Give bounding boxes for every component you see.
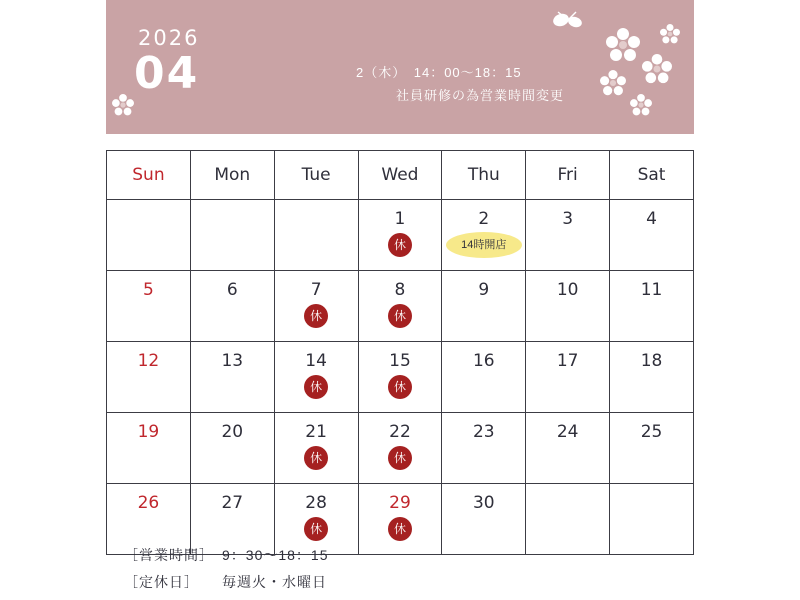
- day-number: 18: [640, 351, 663, 371]
- day-number: 1: [394, 209, 406, 229]
- header-note-line1: 2（木） 14：00〜18：15: [356, 65, 522, 80]
- calendar-day-cell[interactable]: [526, 413, 610, 484]
- calendar-empty-cell: [107, 200, 191, 271]
- calendar-day-cell[interactable]: [190, 413, 274, 484]
- calendar-day-cell[interactable]: [442, 342, 526, 413]
- butterfly-icon: [550, 10, 590, 41]
- calendar-day-cell[interactable]: [526, 271, 610, 342]
- flower-icon: [112, 94, 134, 121]
- weekday-header-wed: Wed: [358, 151, 442, 200]
- calendar-day-cell[interactable]: [107, 342, 191, 413]
- calendar-week-row: [107, 200, 694, 271]
- day-number: 23: [472, 422, 495, 442]
- day-number: 5: [143, 280, 154, 300]
- calendar-day-cell[interactable]: [107, 484, 191, 555]
- calendar-table: [106, 150, 694, 555]
- calendar-week-row: [107, 271, 694, 342]
- calendar-day-cell[interactable]: [442, 413, 526, 484]
- open-time-badge: 14時開店: [446, 232, 522, 258]
- calendar-week-row: [107, 413, 694, 484]
- calendar-empty-cell: [274, 200, 358, 271]
- day-number: 14: [305, 351, 327, 371]
- day-number: 25: [640, 422, 663, 442]
- day-number: 17: [556, 351, 579, 371]
- header-year: 2026: [138, 26, 200, 50]
- day-number: 16: [472, 351, 495, 371]
- day-number: 29: [389, 493, 411, 513]
- weekday-header-sun: Sun: [107, 151, 191, 200]
- closed-badge: 休: [388, 446, 412, 470]
- calendar-header: [106, 0, 694, 134]
- calendar-day-cell[interactable]: [107, 413, 191, 484]
- closed-badge: 休: [304, 517, 328, 541]
- calendar-empty-cell: [610, 484, 694, 555]
- calendar-day-cell[interactable]: [610, 271, 694, 342]
- day-number: 3: [562, 209, 574, 229]
- calendar-day-cell[interactable]: [358, 200, 442, 271]
- header-note-line2: 社員研修の為営業時間変更: [396, 88, 565, 103]
- day-number: 6: [226, 280, 238, 300]
- calendar-day-cell[interactable]: [190, 484, 274, 555]
- day-number: 19: [137, 422, 160, 442]
- calendar-empty-cell: [190, 200, 274, 271]
- calendar-day-cell[interactable]: [526, 342, 610, 413]
- calendar-week-row: [107, 484, 694, 555]
- closed-badge: 休: [304, 304, 328, 328]
- day-number: 13: [221, 351, 244, 371]
- day-number: 9: [478, 280, 490, 300]
- closed-badge: 休: [388, 304, 412, 328]
- calendar-day-cell[interactable]: [610, 200, 694, 271]
- calendar-day-cell[interactable]: [274, 271, 358, 342]
- closed-badge: 休: [304, 446, 328, 470]
- calendar-week-row: [107, 342, 694, 413]
- calendar-day-cell[interactable]: [442, 484, 526, 555]
- weekday-header-tue: Tue: [274, 151, 358, 200]
- regular-holiday-text: ［定休日］ 毎週火・水曜日: [124, 574, 327, 590]
- day-number: 27: [221, 493, 244, 513]
- closed-badge: 休: [388, 517, 412, 541]
- flower-icon: [600, 70, 626, 101]
- calendar-day-cell[interactable]: [274, 484, 358, 555]
- day-number: 21: [305, 422, 327, 442]
- weekday-header-fri: Fri: [526, 151, 610, 200]
- calendar-day-cell[interactable]: [358, 271, 442, 342]
- calendar-day-cell[interactable]: [107, 271, 191, 342]
- closed-badge: 休: [304, 375, 328, 399]
- day-number: 4: [646, 209, 657, 229]
- calendar-empty-cell: [526, 484, 610, 555]
- calendar-day-cell[interactable]: [610, 413, 694, 484]
- calendar-day-cell[interactable]: [190, 342, 274, 413]
- calendar-day-cell[interactable]: [190, 271, 274, 342]
- weekday-header-sat: Sat: [610, 151, 694, 200]
- calendar-day-cell[interactable]: [358, 484, 442, 555]
- day-number: 20: [221, 422, 244, 442]
- day-number: 8: [394, 280, 406, 300]
- day-number: 7: [310, 280, 322, 300]
- closed-badge: 休: [388, 375, 412, 399]
- calendar-day-cell[interactable]: [442, 271, 526, 342]
- calendar-day-cell[interactable]: [610, 342, 694, 413]
- calendar-day-cell[interactable]: [442, 200, 526, 271]
- day-number: 28: [305, 493, 327, 513]
- calendar-body: [107, 200, 694, 555]
- day-number: 24: [556, 422, 579, 442]
- header-month: 04: [134, 48, 200, 99]
- day-number: 22: [389, 422, 411, 442]
- flower-icon: [642, 54, 672, 89]
- calendar-day-cell[interactable]: [358, 342, 442, 413]
- calendar-day-cell[interactable]: [274, 342, 358, 413]
- day-number: 15: [389, 351, 411, 371]
- calendar-day-cell[interactable]: [526, 200, 610, 271]
- day-number: 30: [472, 493, 495, 513]
- day-number: 10: [556, 280, 579, 300]
- business-hours-text: ［営業時間］ 9：30〜18：15: [124, 547, 329, 563]
- day-number: 26: [137, 493, 160, 513]
- calendar-weekday-row: [107, 151, 694, 200]
- closed-badge: 休: [388, 233, 412, 257]
- day-number: 11: [640, 280, 663, 300]
- weekday-header-mon: Mon: [190, 151, 274, 200]
- day-number: 2: [478, 209, 490, 229]
- day-number: 12: [137, 351, 160, 371]
- calendar-day-cell[interactable]: [274, 413, 358, 484]
- weekday-header-thu: Thu: [442, 151, 526, 200]
- calendar-day-cell[interactable]: [358, 413, 442, 484]
- flower-icon: [630, 94, 652, 121]
- flower-icon: [606, 28, 640, 67]
- flower-icon: [660, 24, 680, 49]
